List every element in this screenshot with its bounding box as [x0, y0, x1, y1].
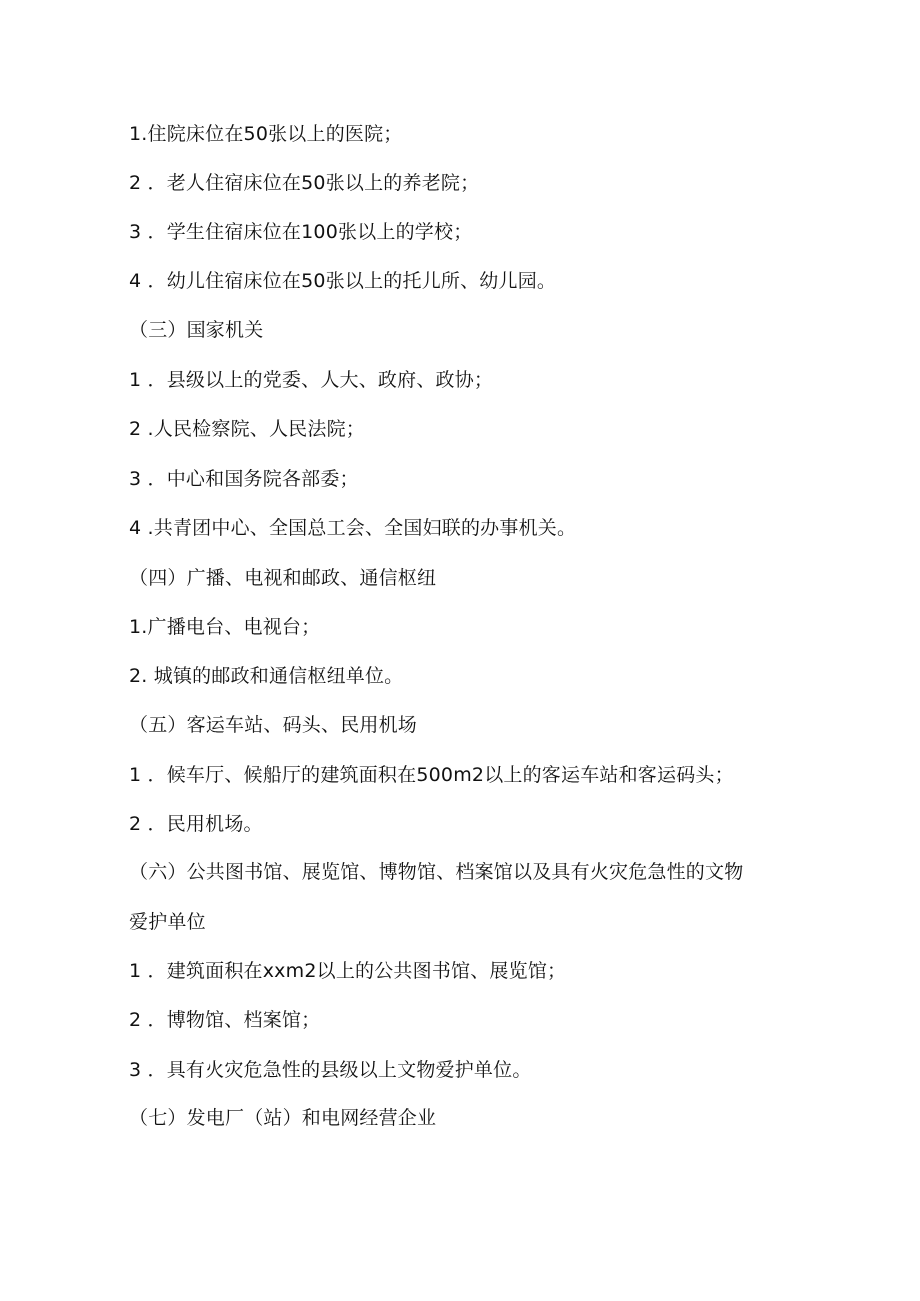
section-heading-libraries-museums-cont: 爱护单位	[129, 911, 206, 933]
list-item-radio-tv: 1.广播电台、电视台；	[129, 616, 321, 638]
list-item-passenger-stations: 1 ．候车厅、候船厅的建筑面积在500m2以上的客运车站和客运码头；	[129, 764, 734, 786]
list-item-mass-organizations: 4 .共青团中心、全国总工会、全国妇联的办事机关。	[129, 517, 577, 539]
list-item-nursing-home: 2 ．老人住宿床位在50张以上的养老院；	[129, 172, 480, 194]
list-item-civil-airports: 2 ．民用机场。	[129, 813, 263, 835]
section-heading-libraries-museums: （六）公共图书馆、展览馆、博物馆、档案馆以及具有火灾危急性的文物	[129, 861, 744, 883]
section-heading-power-plants: （七）发电厂（站）和电网经营企业	[129, 1107, 437, 1129]
list-item-museums-archives: 2 ．博物馆、档案馆；	[129, 1009, 321, 1031]
list-item-county-committees: 1 ．县级以上的党委、人大、政府、政协；	[129, 369, 494, 391]
section-heading-transport: （五）客运车站、码头、民用机场	[129, 714, 418, 736]
list-item-procuratorate-court: 2 .人民检察院、人民法院；	[129, 418, 365, 440]
list-item-ministries: 3 ．中心和国务院各部委；	[129, 468, 359, 490]
list-item-school: 3 ．学生住宿床位在100张以上的学校；	[129, 221, 473, 243]
list-item-cultural-relics: 3 ．具有火灾危急性的县级以上文物爱护单位。	[129, 1059, 532, 1081]
list-item-kindergarten: 4 ．幼儿住宿床位在50张以上的托儿所、幼儿园。	[129, 270, 557, 292]
section-heading-state-organs: （三）国家机关	[129, 319, 264, 341]
list-item-libraries-exhibitions: 1 ．建筑面积在xxm2以上的公共图书馆、展览馆；	[129, 960, 567, 982]
list-item-postal-telecom: 2. 城镇的邮政和通信枢纽单位。	[129, 665, 404, 687]
section-heading-broadcast-telecom: （四）广播、电视和邮政、通信枢纽	[129, 567, 437, 589]
list-item-hospital: 1.住院床位在50张以上的医院；	[129, 123, 403, 145]
